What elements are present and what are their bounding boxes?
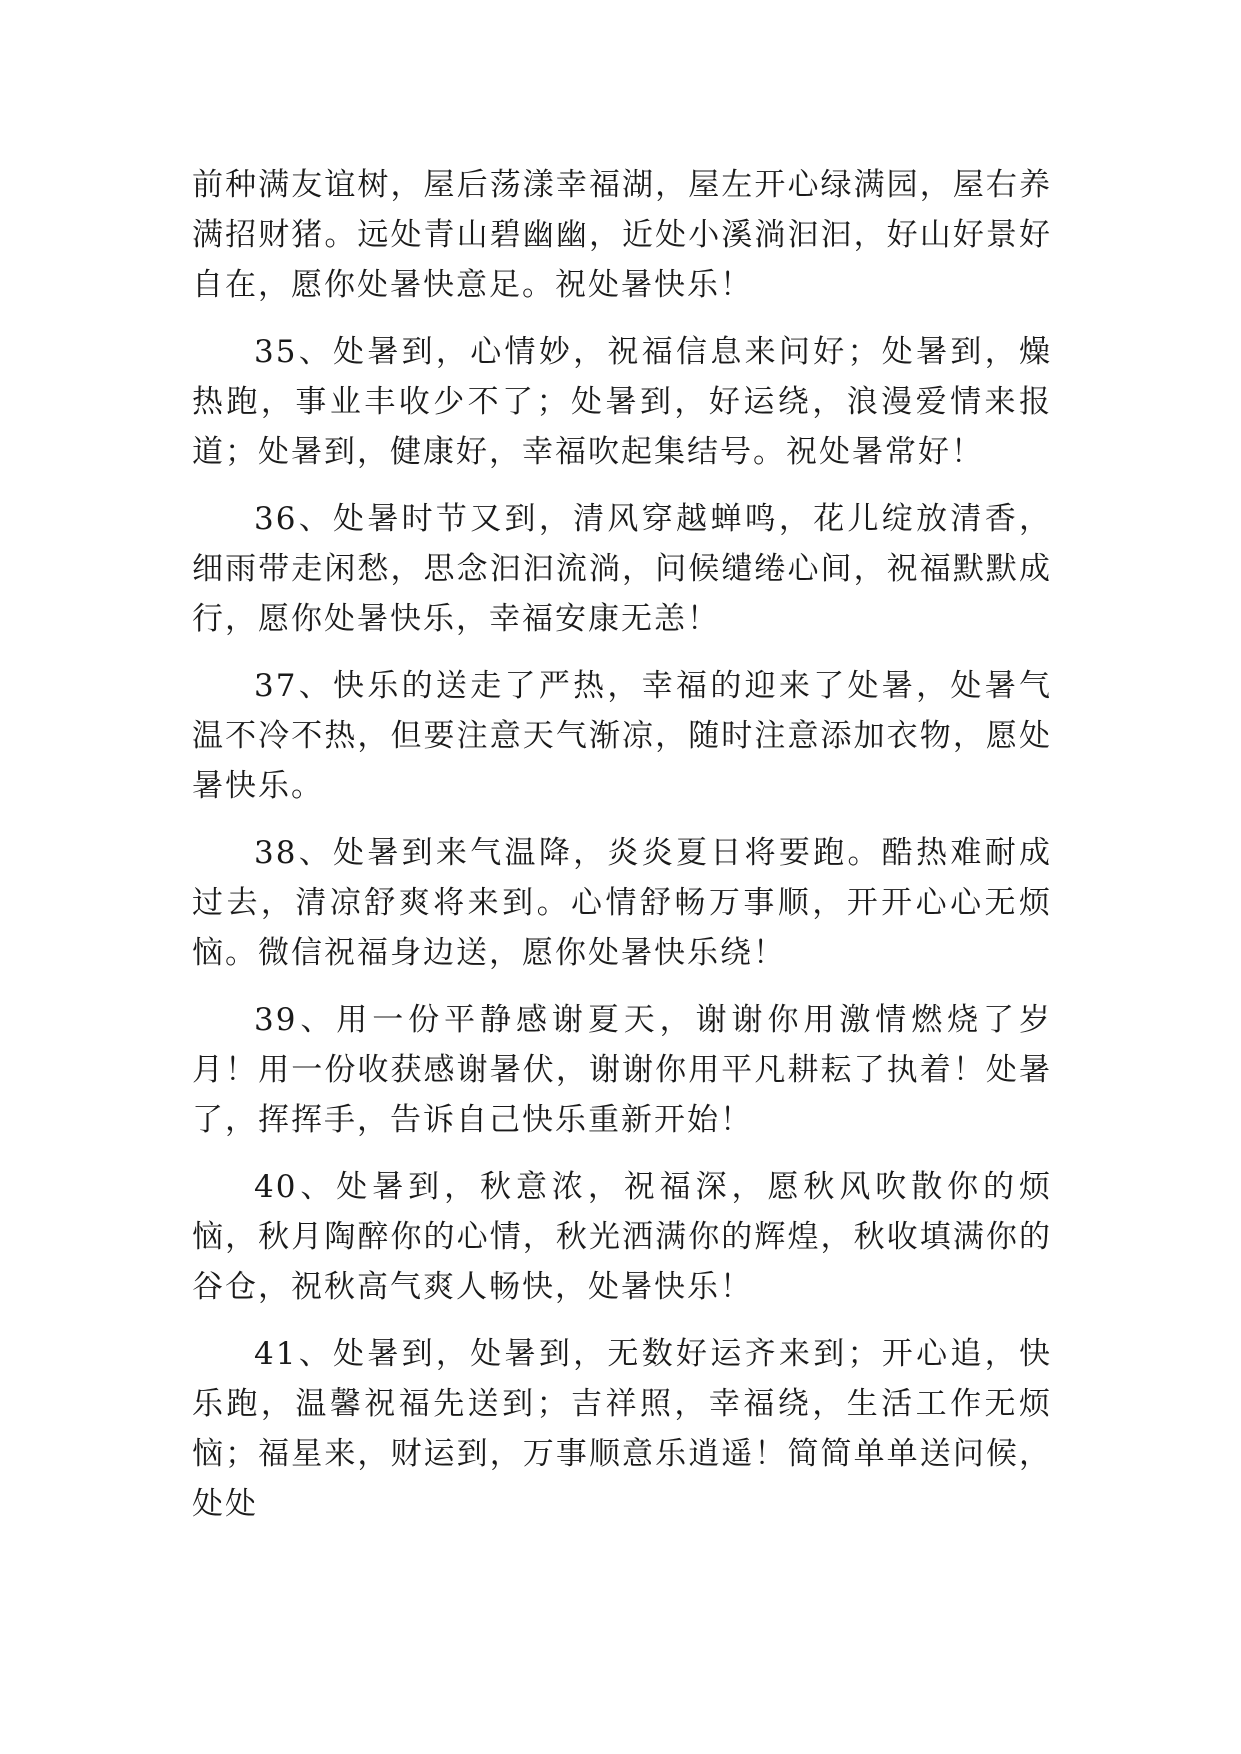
paragraph-36: 36、处暑时节又到，清风穿越蝉鸣，花儿绽放清香，细雨带走闲愁，思念汩汩流淌，问候缱绻心间，祝福默默成行，愿你处暑快乐，幸福安康无恙！ bbox=[192, 501, 1052, 637]
paragraph-40: 40、处暑到，秋意浓，祝福深，愿秋风吹散你的烦恼，秋月陶醉你的心情，秋光洒满你的辉煌，秋收填满你的谷仓，祝秋高气爽人畅快，处暑快乐！ bbox=[192, 1169, 1052, 1305]
paragraph-38: 38、处暑到来气温降，炎炎夏日将要跑。酷热难耐成过去，清凉舒爽将来到。心情舒畅万事顺，开开心心无烦恼。微信祝福身边送，愿你处暑快乐绕！ bbox=[192, 835, 1052, 971]
paragraph-35: 35、处暑到，心情妙，祝福信息来问好；处暑到，燥热跑，事业丰收少不了；处暑到，好运绕，浪漫爱情来报道；处暑到，健康好，幸福吹起集结号。祝处暑常好！ bbox=[192, 334, 1052, 470]
paragraph-37: 37、快乐的送走了严热，幸福的迎来了处暑，处暑气温不冷不热，但要注意天气渐凉，随时注意添加衣物，愿处暑快乐。 bbox=[192, 668, 1052, 804]
paragraph-continuation: 前种满友谊树，屋后荡漾幸福湖，屋左开心绿满园，屋右养满招财猪。远处青山碧幽幽，近处小溪淌汩汩，好山好景好自在，愿你处暑快意足。祝处暑快乐！ bbox=[192, 167, 1052, 303]
document-body bbox=[192, 160, 1052, 1546]
paragraph-39: 39、用一份平静感谢夏天，谢谢你用激情燃烧了岁月！用一份收获感谢暑伏，谢谢你用平凡耕耘了执着！处暑了，挥挥手，告诉自己快乐重新开始！ bbox=[192, 1002, 1052, 1138]
paragraph-41: 41、处暑到，处暑到，无数好运齐来到；开心追，快乐跑，温馨祝福先送到；吉祥照，幸福绕，生活工作无烦恼；福星来，财运到，万事顺意乐逍遥！简简单单送问候，处处 bbox=[192, 1336, 1052, 1522]
